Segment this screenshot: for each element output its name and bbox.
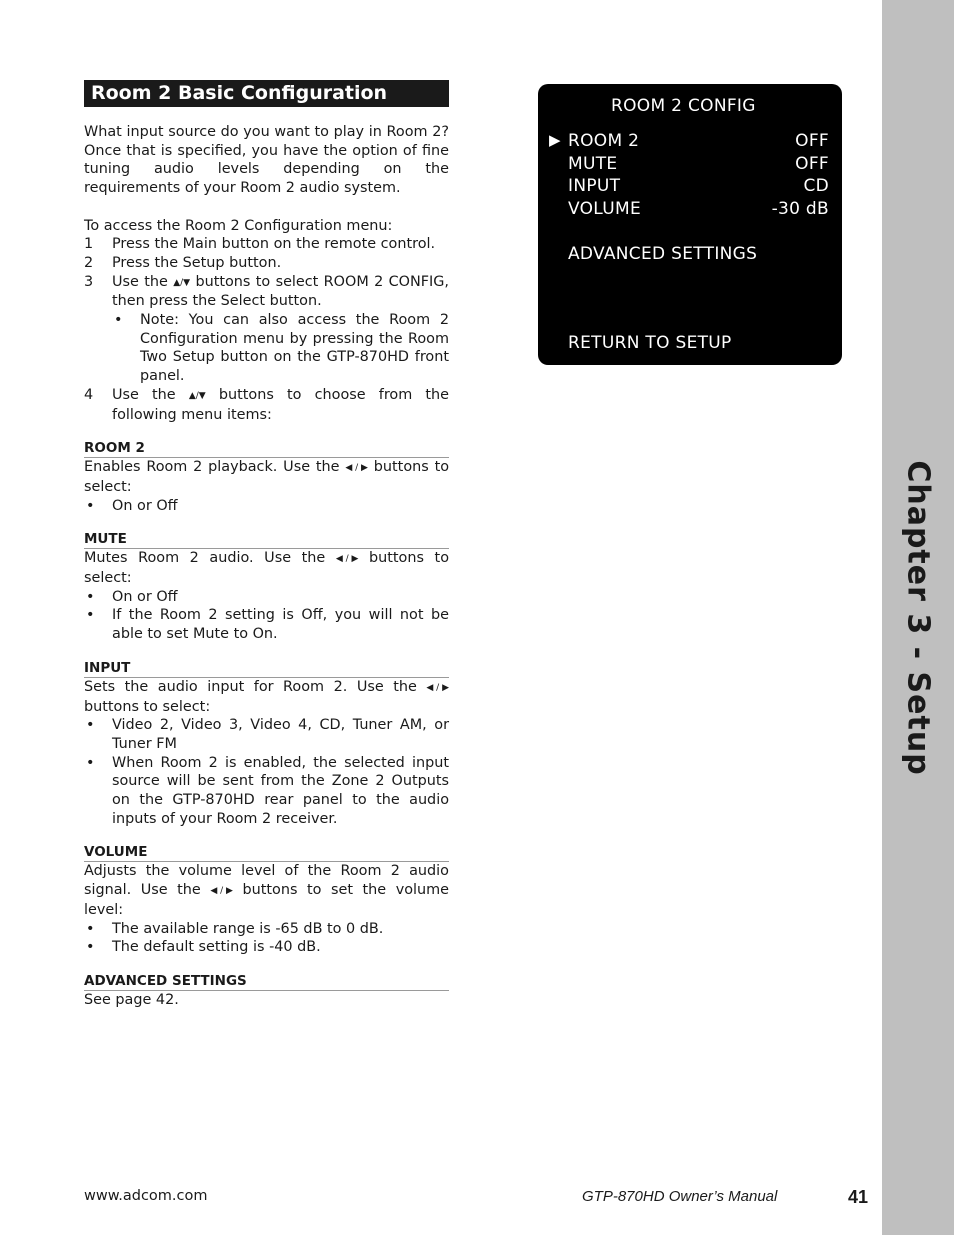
list-item: • When Room 2 is enabled, the selected input source will be sent from the Zone 2 Outputs on the GTP-870HD rear panel to the audio inputs of your Room 2 receiver. [86,754,449,827]
step-item: 4 Use the ▲/▼ buttons to choose from the following menu items: [84,386,450,423]
heading-room2: ROOM 2 [84,440,449,458]
cursor-arrow-icon: ▶ [549,131,561,149]
osd-row-input: INPUT CD [568,176,829,196]
left-right-arrows-icon: ◀ / ▶ [426,682,449,693]
volume-desc: Adjusts the volume level of the Room 2 audio signal. Use the ◀ / ▶ buttons to set the volume level: [84,863,450,918]
left-right-arrows-icon: ◀ / ▶ [345,463,368,474]
up-down-arrows-icon: ▲/▼ [188,390,206,401]
mute-desc: Mutes Room 2 audio. Use the ◀ / ▶ buttons to select: [84,550,449,587]
list-item: • The available range is -65 dB to 0 dB. [86,920,384,937]
osd-title: ROOM 2 CONFIG [611,96,756,116]
osd-row-volume: VOLUME -30 dB [568,199,829,219]
list-item: • On or Off [86,497,178,514]
osd-row-return: RETURN TO SETUP [568,333,732,353]
heading-input: INPUT [84,660,449,678]
list-item: • The default setting is -40 dB. [86,939,321,956]
section-title: Room 2 Basic Configuration [84,80,449,107]
step-item: 1 Press the Main button on the remote control. [84,236,436,253]
footer-manual-title: GTP-870HD Owner’s Manual [582,1188,778,1205]
main-column [84,80,449,1010]
intro-paragraph: What input source do you want to play in Room 2? Once that is specified, you have the option of fine tuning audio levels depending on the requirements of your Room 2 audio system. [84,124,449,197]
page-number: 41 [848,1187,869,1207]
list-item: • Video 2, Video 3, Video 4, CD, Tuner AM, or Tuner FM [86,717,449,752]
heading-advanced: ADVANCED SETTINGS [84,973,449,991]
access-intro: To access the Room 2 Configuration menu: [84,217,393,234]
left-right-arrows-icon: ◀ / ▶ [210,886,233,897]
left-right-arrows-icon: ◀ / ▶ [335,554,359,565]
step-note: • Note: You can also access the Room 2 Configuration menu by pressing the Room Two Setup button on the GTP-870HD front panel. [114,312,449,385]
heading-mute: MUTE [84,531,449,549]
heading-volume: VOLUME [84,844,449,862]
osd-row-advanced: ADVANCED SETTINGS [568,244,758,264]
step-item: 3 Use the ▲/▼ buttons to select ROOM 2 CONFIG, then press the Select button. [84,273,450,310]
osd-row-room2: ROOM 2 OFF [568,131,829,151]
input-desc: Sets the audio input for Room 2. Use the ◀ / ▶ buttons to select: [84,678,449,715]
up-down-arrows-icon: ▲/▼ [173,277,191,288]
osd-row-mute: MUTE OFF [568,154,829,174]
room2-desc: Enables Room 2 playback. Use the ◀ / ▶ buttons to select: [84,459,450,495]
chapter-label: Chapter 3 - Setup [900,460,936,776]
advanced-desc: See page 42. [84,992,179,1008]
step-item: 2 Press the Setup button. [84,254,282,271]
list-item: • If the Room 2 setting is Off, you will not be able to set Mute to On. [86,607,449,643]
osd-screen [538,84,842,365]
list-item: • On or Off [86,588,178,605]
footer-url: www.adcom.com [84,1188,208,1204]
